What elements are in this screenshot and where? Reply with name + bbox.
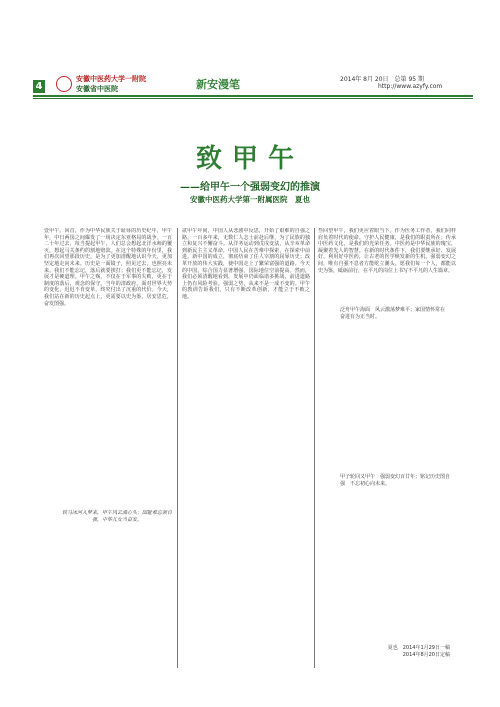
website-url[interactable]: http://www.azyfy.com bbox=[378, 83, 443, 90]
article-column-1: 壹甲午。回首，作为中华民族关于耻辱的历史纪年，甲午年，中日两国之间爆发了一场决定东亚格局的战争。一百二十年过去，每当提起甲午，人们总会想起北洋水师的覆灭，想起马关条约的割地赔款。在这个特殊的年份里，我们再次回望那段历史，是为了更加清醒地认识今天，更加坚定地走向未来。历史是一面镜子，照见过去，也照亮未来。我们不能忘记，落后就要挨打；我们更不能忘记，发展才是硬道理。甲午之殇，不仅在于军事的失败，更在于制度的落后、观念的保守。当年的清政府，面对世界大势的变化，迟迟不肯变革，终究付出了沉重的代价。今天，我们站在新的历史起点上，更需要以史为鉴，居安思危，奋发图强。 bbox=[44, 228, 172, 307]
inset-poem-2: 甲子轮回又甲午 强弱变幻百廿年；铭记历史图自强 不忘初心向未来。 bbox=[340, 474, 451, 487]
article-column-3: 叁回望甲午，我们更应着眼当下。作为医务工作者，我们同样肩负着时代的使命。守护人民健康，是我们的职责所在；传承中医药文化，是我们的光荣任务。中医药是中华民族的瑰宝，凝聚着先人的智慧。在新的时代条件下，我们要继承好、发展好、利用好中医药，让古老的医学焕发新的生机。强弱变幻之间，唯有自强不息者方能屹立潮头。愿我们每一个人，都能以史为鉴，砥砺前行，在平凡的岗位上书写不平凡的人生篇章。 bbox=[318, 228, 456, 274]
column-divider bbox=[177, 228, 178, 668]
logo-line-2: 安徽省中医院 bbox=[76, 84, 118, 93]
logo-line-1: 安徽中医药大学一附院 bbox=[76, 74, 146, 83]
header-rule-thin bbox=[33, 98, 473, 99]
article-title: 致甲午 bbox=[195, 144, 304, 174]
article-subtitle: ——给甲午一个强弱变幻的推演 bbox=[180, 182, 320, 193]
column-divider bbox=[314, 228, 315, 668]
header-rule bbox=[33, 95, 473, 97]
issue-date: 2014年 8月 20日 总第 95 期 bbox=[340, 76, 424, 83]
inset-poem-1: 泛舟甲午海面 风云激荡梦难平；家国情怀常在 奋进有为正当时。 bbox=[340, 307, 451, 320]
section-title: 新安漫笔 bbox=[196, 78, 240, 91]
hospital-seal-icon bbox=[56, 76, 72, 92]
page-number: 4 bbox=[33, 80, 45, 93]
article-signoff: 夏也 2014年1月29日一稿 2014年8月20日定稿 bbox=[387, 645, 456, 658]
article-byline: 安徽中医药大学第一附属医院 夏也 bbox=[190, 195, 310, 204]
newspaper-logo bbox=[56, 74, 148, 96]
article-column-2: 贰甲午年间，中国人从悲剧中反思，开始了艰难的自强之路。一百多年来，无数仁人志士前赴后继，为了民族的独立和复兴不懈奋斗。从洋务运动到戊戌变法，从辛亥革命到新民主主义革命，中国人民在苦难中探索，在探索中前进。新中国的成立，彻底结束了任人宰割的屈辱历史；改革开放的伟大实践，使中国走上了繁荣富强的道路。今天的中国，综合国力显著增强，国际地位空前提高。然而，我们必须清醒地看到，发展中仍面临诸多挑战，前进道路上仍有风险考验。强弱之势，从来不是一成不变的。甲午的教训告诉我们，只有不断改革创新，才能立于不败之地。 bbox=[182, 228, 310, 300]
inset-verse: 铁马冰河入梦来，甲午风云涌心头；国耻难忘须自强，中华儿女当奋发。 bbox=[62, 510, 173, 523]
